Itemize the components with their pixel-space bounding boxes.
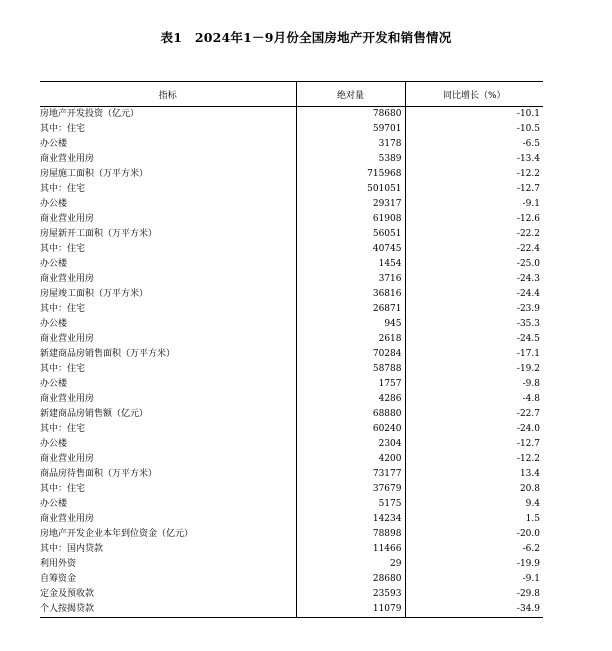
row-absolute-value: 78898 bbox=[296, 527, 405, 542]
row-yoy-growth: 1.5 bbox=[405, 512, 543, 527]
table-row bbox=[40, 572, 543, 587]
row-indicator-label: 定金及预收款 bbox=[40, 589, 95, 599]
row-indicator-label: 办公楼 bbox=[40, 439, 68, 449]
row-indicator-label: 其中：住宅 bbox=[40, 364, 86, 374]
row-yoy-growth: -24.4 bbox=[405, 287, 543, 302]
row-indicator-label: 办公楼 bbox=[40, 259, 68, 269]
row-indicator-label: 其中：住宅 bbox=[40, 484, 86, 494]
table-row bbox=[40, 527, 543, 542]
row-indicator-label: 房屋新开工面积（万平方米） bbox=[40, 229, 158, 239]
table-row bbox=[40, 557, 543, 572]
row-absolute-value: 5389 bbox=[296, 152, 405, 167]
row-indicator-label: 房屋竣工面积（万平方米） bbox=[40, 289, 149, 299]
table-row bbox=[40, 407, 543, 422]
table-row bbox=[40, 482, 543, 497]
row-yoy-growth: -12.7 bbox=[405, 437, 543, 452]
row-absolute-value: 78680 bbox=[296, 107, 405, 123]
row-yoy-growth: -10.1 bbox=[405, 107, 543, 123]
table-row bbox=[40, 587, 543, 602]
row-indicator-label: 办公楼 bbox=[40, 319, 68, 329]
row-indicator-label: 商品房待售面积（万平方米） bbox=[40, 469, 158, 479]
row-absolute-value: 4286 bbox=[296, 392, 405, 407]
row-yoy-growth: -9.1 bbox=[405, 197, 543, 212]
row-yoy-growth: -24.0 bbox=[405, 422, 543, 437]
table-row bbox=[40, 152, 543, 167]
row-yoy-growth: -9.8 bbox=[405, 377, 543, 392]
row-indicator-label: 商业营业用房 bbox=[40, 334, 95, 344]
row-absolute-value: 56051 bbox=[296, 227, 405, 242]
header-row bbox=[40, 82, 543, 107]
row-absolute-value: 73177 bbox=[296, 467, 405, 482]
table-row bbox=[40, 167, 543, 182]
row-absolute-value: 501051 bbox=[296, 182, 405, 197]
table-row bbox=[40, 317, 543, 332]
table-row bbox=[40, 377, 543, 392]
table-row bbox=[40, 287, 543, 302]
row-yoy-growth: -17.1 bbox=[405, 347, 543, 362]
table-row bbox=[40, 437, 543, 452]
row-indicator-label: 房屋施工面积（万平方米） bbox=[40, 169, 149, 179]
table-row bbox=[40, 227, 543, 242]
row-absolute-value: 3716 bbox=[296, 272, 405, 287]
row-indicator-label: 其中：住宅 bbox=[40, 304, 86, 314]
table-row bbox=[40, 122, 543, 137]
row-absolute-value: 23593 bbox=[296, 587, 405, 602]
row-yoy-growth: 9.4 bbox=[405, 497, 543, 512]
table-row bbox=[40, 107, 543, 123]
row-absolute-value: 36816 bbox=[296, 287, 405, 302]
row-indicator-label: 其中：国内贷款 bbox=[40, 544, 104, 554]
table-row bbox=[40, 347, 543, 362]
row-indicator-label: 其中：住宅 bbox=[40, 184, 86, 194]
table-row bbox=[40, 302, 543, 317]
row-indicator-label: 办公楼 bbox=[40, 199, 68, 209]
row-absolute-value: 58788 bbox=[296, 362, 405, 377]
row-yoy-growth: -12.7 bbox=[405, 182, 543, 197]
row-yoy-growth: -34.9 bbox=[405, 602, 543, 618]
table-row bbox=[40, 197, 543, 212]
table-row bbox=[40, 452, 543, 467]
row-absolute-value: 59701 bbox=[296, 122, 405, 137]
row-yoy-growth: -12.2 bbox=[405, 167, 543, 182]
table-row bbox=[40, 497, 543, 512]
row-absolute-value: 3178 bbox=[296, 137, 405, 152]
row-yoy-growth: -4.8 bbox=[405, 392, 543, 407]
row-yoy-growth: -6.2 bbox=[405, 542, 543, 557]
row-absolute-value: 2304 bbox=[296, 437, 405, 452]
row-yoy-growth: -22.2 bbox=[405, 227, 543, 242]
row-absolute-value: 60240 bbox=[296, 422, 405, 437]
row-indicator-label: 房地产开发投资（亿元） bbox=[40, 109, 140, 119]
row-absolute-value: 715968 bbox=[296, 167, 405, 182]
row-yoy-growth: -29.8 bbox=[405, 587, 543, 602]
row-yoy-growth: -19.2 bbox=[405, 362, 543, 377]
table-row bbox=[40, 392, 543, 407]
table-row bbox=[40, 242, 543, 257]
row-indicator-label: 房地产开发企业本年到位资金（亿元） bbox=[40, 529, 194, 539]
row-yoy-growth: -22.7 bbox=[405, 407, 543, 422]
header-yoy-growth: 同比增长（%） bbox=[405, 82, 543, 107]
row-yoy-growth: -19.9 bbox=[405, 557, 543, 572]
row-yoy-growth: -10.5 bbox=[405, 122, 543, 137]
header-absolute: 绝对量 bbox=[296, 82, 405, 107]
row-indicator-label: 其中：住宅 bbox=[40, 124, 86, 134]
row-indicator-label: 其中：住宅 bbox=[40, 244, 86, 254]
row-absolute-value: 11079 bbox=[296, 602, 405, 618]
row-absolute-value: 28680 bbox=[296, 572, 405, 587]
stats-table bbox=[40, 81, 543, 618]
row-yoy-growth: -13.4 bbox=[405, 152, 543, 167]
table-row bbox=[40, 467, 543, 482]
row-yoy-growth: -20.0 bbox=[405, 527, 543, 542]
row-yoy-growth: -12.2 bbox=[405, 452, 543, 467]
table-body bbox=[40, 107, 543, 618]
row-absolute-value: 68880 bbox=[296, 407, 405, 422]
row-indicator-label: 商业营业用房 bbox=[40, 514, 95, 524]
row-indicator-label: 利用外资 bbox=[40, 559, 77, 569]
row-indicator-label: 办公楼 bbox=[40, 379, 68, 389]
row-indicator-label: 商业营业用房 bbox=[40, 214, 95, 224]
row-yoy-growth: -6.5 bbox=[405, 137, 543, 152]
row-yoy-growth: -23.9 bbox=[405, 302, 543, 317]
row-indicator-label: 商业营业用房 bbox=[40, 454, 95, 464]
header-indicator: 指标 bbox=[40, 82, 296, 107]
row-yoy-growth: -12.6 bbox=[405, 212, 543, 227]
row-indicator-label: 自筹资金 bbox=[40, 574, 77, 584]
row-yoy-growth: -24.3 bbox=[405, 272, 543, 287]
row-indicator-label: 个人按揭贷款 bbox=[40, 602, 296, 618]
row-yoy-growth: -35.3 bbox=[405, 317, 543, 332]
row-absolute-value: 1757 bbox=[296, 377, 405, 392]
row-yoy-growth: -24.5 bbox=[405, 332, 543, 347]
row-yoy-growth: -25.0 bbox=[405, 257, 543, 272]
row-absolute-value: 5175 bbox=[296, 497, 405, 512]
row-absolute-value: 2618 bbox=[296, 332, 405, 347]
row-indicator-label: 其中：住宅 bbox=[40, 424, 86, 434]
row-absolute-value: 29317 bbox=[296, 197, 405, 212]
row-indicator-label: 新建商品房销售面积（万平方米） bbox=[40, 349, 176, 359]
row-yoy-growth: -22.4 bbox=[405, 242, 543, 257]
row-absolute-value: 37679 bbox=[296, 482, 405, 497]
row-absolute-value: 1454 bbox=[296, 257, 405, 272]
table-row bbox=[40, 137, 543, 152]
row-absolute-value: 70284 bbox=[296, 347, 405, 362]
table-row bbox=[40, 257, 543, 272]
row-indicator-label: 办公楼 bbox=[40, 499, 68, 509]
row-absolute-value: 61908 bbox=[296, 212, 405, 227]
table-row bbox=[40, 332, 543, 347]
table-row bbox=[40, 182, 543, 197]
table-row bbox=[40, 362, 543, 377]
table-row bbox=[40, 272, 543, 287]
row-indicator-label: 商业营业用房 bbox=[40, 394, 95, 404]
row-absolute-value: 945 bbox=[296, 317, 405, 332]
row-indicator-label: 办公楼 bbox=[40, 139, 68, 149]
table-title: 表1 2024年1－9月份全国房地产开发和销售情况 bbox=[160, 30, 452, 45]
row-absolute-value: 4200 bbox=[296, 452, 405, 467]
row-indicator-label: 新建商品房销售额（亿元） bbox=[40, 409, 149, 419]
table-row bbox=[40, 422, 543, 437]
table-row bbox=[40, 512, 543, 527]
row-yoy-growth: 20.8 bbox=[405, 482, 543, 497]
row-absolute-value: 29 bbox=[296, 557, 405, 572]
table-row bbox=[40, 602, 543, 618]
row-indicator-label: 商业营业用房 bbox=[40, 154, 95, 164]
row-absolute-value: 26871 bbox=[296, 302, 405, 317]
table-row bbox=[40, 212, 543, 227]
row-indicator-label: 商业营业用房 bbox=[40, 274, 95, 284]
row-yoy-growth: -9.1 bbox=[405, 572, 543, 587]
row-absolute-value: 40745 bbox=[296, 242, 405, 257]
row-absolute-value: 14234 bbox=[296, 512, 405, 527]
row-yoy-growth: 13.4 bbox=[405, 467, 543, 482]
table-row bbox=[40, 542, 543, 557]
row-absolute-value: 11466 bbox=[296, 542, 405, 557]
